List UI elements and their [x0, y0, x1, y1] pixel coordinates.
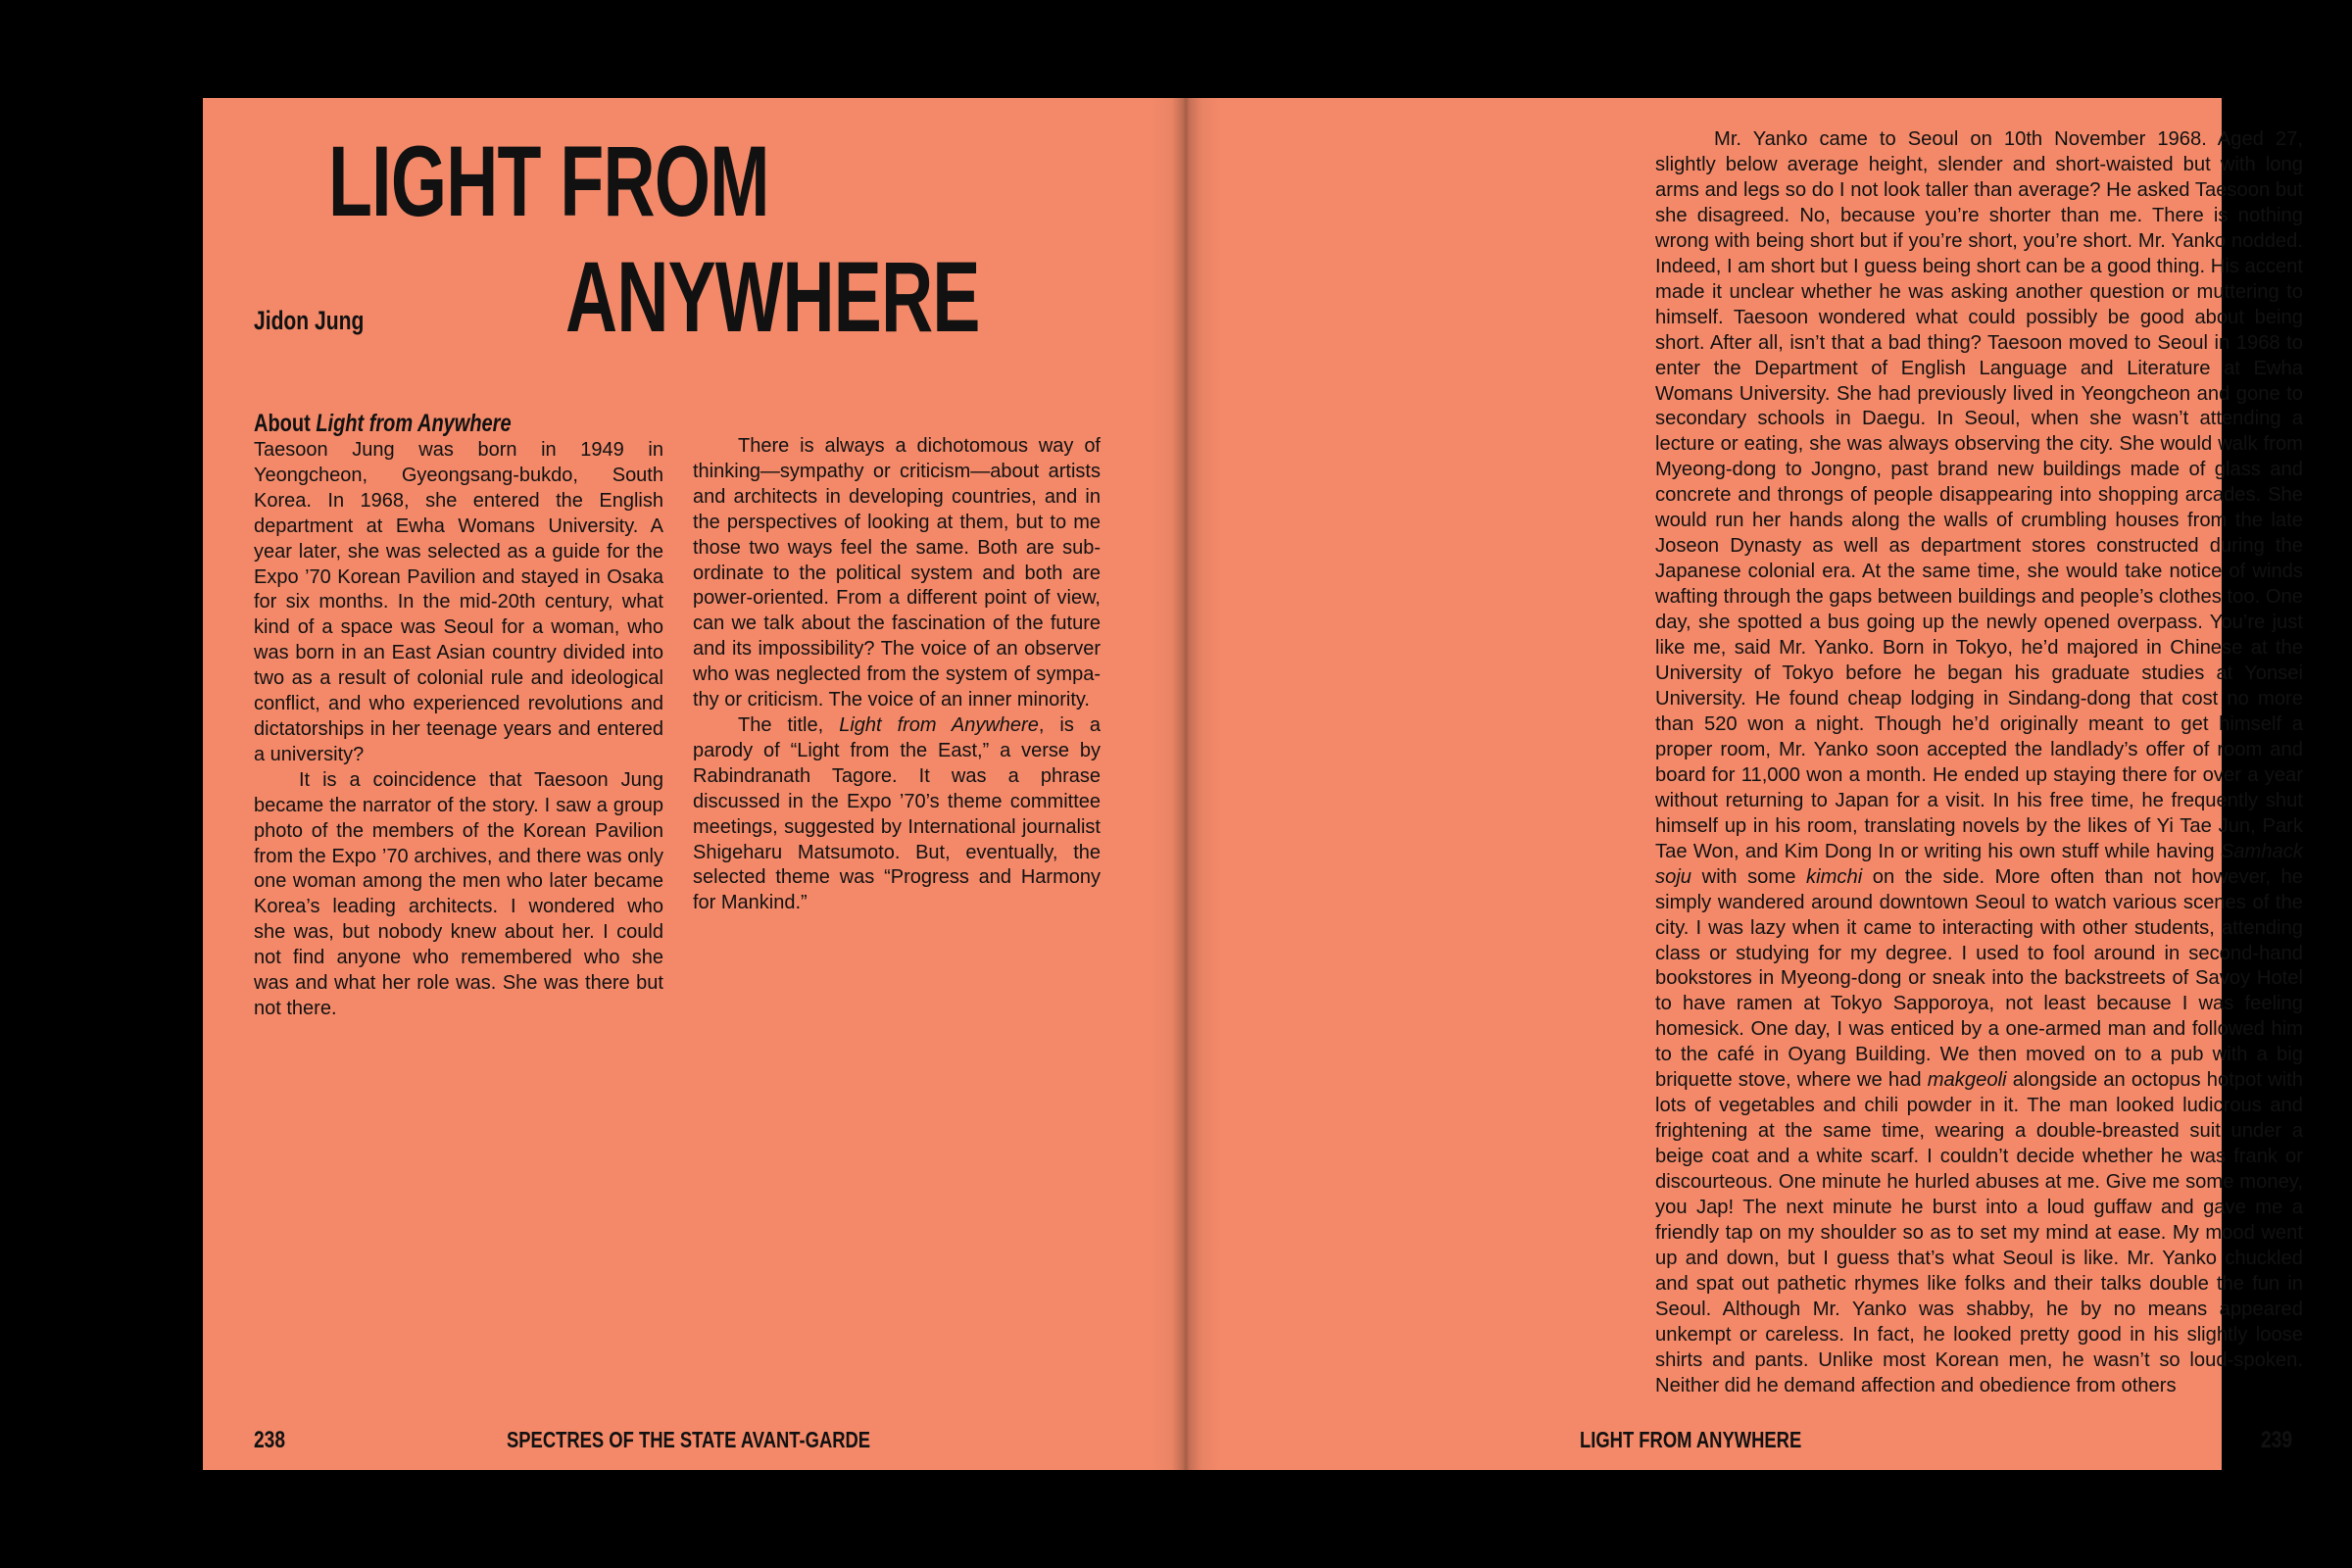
paragraph [693, 713, 1101, 916]
italic-term: makgeoli [1927, 1069, 2007, 1092]
page-number-left: 238 [254, 1427, 286, 1453]
text-run: with some [1691, 865, 1807, 888]
running-head-left: SPECTRES OF THE STATE AVANT-GARDE [507, 1427, 871, 1452]
article-title-line-2: ANYWHERE [565, 241, 980, 353]
text-run: The title, [738, 713, 840, 736]
text-run: Mr. Yanko came to Seoul on 10th November 1968. Aged 27, slightly below average height, slender and short-waisted but with long arms and legs so do I not look taller than average? He asked Taesoon but she disagreed. No, because you’re shorter than me. There is nothing wrong with being short but if you’re short, you’re short. Mr. Yanko nodded. Indeed, I am short but I guess being short can be a good thing. His accent made it unclear whether he was asking another question or muttering to himself. Taesoon wondered what could possibly be good about being short. After all, isn’t that a bad thing? Taesoon moved to Seoul in 1968 to enter the Department of English Language and Literature at Ewha Womans University. She had previously lived in Yeongcheon and gone to secondary schools in Daegu. In Seoul, when she wasn’t attending a lecture or eating, she was always observing the city. She would walk from Myeong-dong to Jongno, past brand new buildings made of glass and concrete and throngs of people disappearing into shopping arcades. She would run her hands along the walls of crumbling houses from the late Joseon Dynasty as well as department stores constructed during the Japanese colonial era. At the same time, she would take notice of winds wafting through the gaps between buildings and people’s clothes too. One day, she spotted a bus going up the newly opened overpass. You’re just like me, said Mr. Yanko. Born in Tokyo, he’d majored in Chinese at the University of Tokyo before he began his graduate studies at Yonsei University. He found cheap lodging in Sindang-dong that cost no more than 520 won a night. Though he’d originally meant to get himself a proper room, Mr. Yanko soon accepted the landlady’s offer of room and board for 11,000 won a month. He ended up staying there for over a year without returning to Japan for a visit. In his free time, he frequently shut himself up in his room, translating novels by the likes of Yi Tae Jun, Park Tae Won, and Kim Dong In or writing his own stuff while having [1655, 128, 2303, 862]
article-title-line-1: LIGHT FROM [328, 125, 769, 237]
paragraph: There is always a dichotomous way of thinking—sympathy or criticism—about artists and architects in developing countries, and in the perspectives of looking at them, but to me those two ways feel the same. Both are subordinate to the political system and both are power-oriented. From a different point of view, can we talk about the fascination of the future and its impossibility? The voice of an observer who was neglected from the system of sympathy or criticism. The voice of an inner minority. [693, 435, 1101, 711]
page-number-right: 239 [2261, 1427, 2293, 1453]
paragraph [1655, 127, 2303, 1399]
text-run: , is a parody of “Light from the East,” a verse by Rabindranath Tagore. It was a phrase discussed in the Expo ’70’s theme committee meetings, suggested by International journalist Shigeharu Matsumoto. But, eventually, the selected theme was “Progress and Harmony for Mankind.” [693, 713, 1101, 914]
author-name: Jidon Jung [254, 306, 365, 335]
text-column-1 [254, 438, 663, 1022]
paragraph: Taesoon Jung was born in 1949 in Yeongcheon, Gyeongsang-bukdo, South Korea. In 1968, she entered the English department at Ewha Womans University. A year later, she was selected as a guide for the Expo ’70 Korean Pavilion and stayed in Osaka for six months. In the mid-20th century, what kind of a space was Seoul for a woman, who was born in an East Asian country divided into two as a result of colonial rule and ideological conflict, and who experienced revolutions and dictatorships in her teenage years and entered a university? [254, 439, 663, 765]
italic-title: Light from Anywhere [839, 713, 1039, 736]
running-head-right: LIGHT FROM ANYWHERE [1580, 1427, 1802, 1452]
text-column-3 [1655, 127, 2303, 1399]
section-heading-italic: Light from Anywhere [316, 410, 512, 437]
text-run: alongside an octopus hotpot with lots of vegetables and chili powder in it. The man looked ludicrous and frightening at the same time, wearing a double-breasted suit under a beige coat and a white scarf. I couldn’t decide whether he was frank or discourteous. One minute he hurled abuses at me. Give me some money, you Jap! The next minute he burst into a loud guffaw and gave me a friendly tap on my shoulder so as to set my mind at ease. My mood went up and down, but I guess that’s what Seoul is like. Mr. Yanko chuckled and spat out pathetic rhymes like folks and their talks double the fun in Seoul. Although Mr. Yanko was shabby, he by no means appeared unkempt or careless. In fact, he looked pretty good in his slightly loose shirts and pants. Unlike most Korean men, he wasn’t so loud-spoken. Neither did he demand affection and obedience from others [1655, 1069, 2303, 1396]
section-heading [254, 410, 512, 438]
book-gutter-shadow [1152, 98, 1220, 1470]
paragraph: It is a coincidence that Taesoon Jung became the narrator of the story. I saw a group photo of the members of the Korean Pavilion from the Expo ’70 archives, and there was only one woman among the men who later became Korea’s leading architects. I wondered who she was, but nobody knew about her. I could not find anyone who remembered who she was and what her role was. She was there but not there. [254, 768, 663, 1019]
book-spread [203, 98, 2304, 1470]
italic-term: kimchi [1806, 865, 1863, 888]
text-column-2 [693, 434, 1101, 916]
section-heading-prefix: About [254, 410, 317, 437]
left-page [203, 98, 1183, 1470]
text-run: on the side. More often than not however, he simply wandered around downtown Seoul to watch various scenes of the city. I was lazy when it came to interacting with other students, attending class or studying for my degree. I used to fool around in second-hand bookstores in Myeong-dong or sneak into the backstreets of Savoy Hotel to have ramen at Tokyo Sapporoya, not least because I was feeling homesick. One day, I was enticed by a one-armed man and followed him to the café in Oyang Building. We then moved on to a pub with a big briquette stove, where we had [1655, 865, 2304, 1092]
italic-term: Samhack soju [1655, 840, 2303, 888]
right-page [1183, 98, 2304, 1470]
